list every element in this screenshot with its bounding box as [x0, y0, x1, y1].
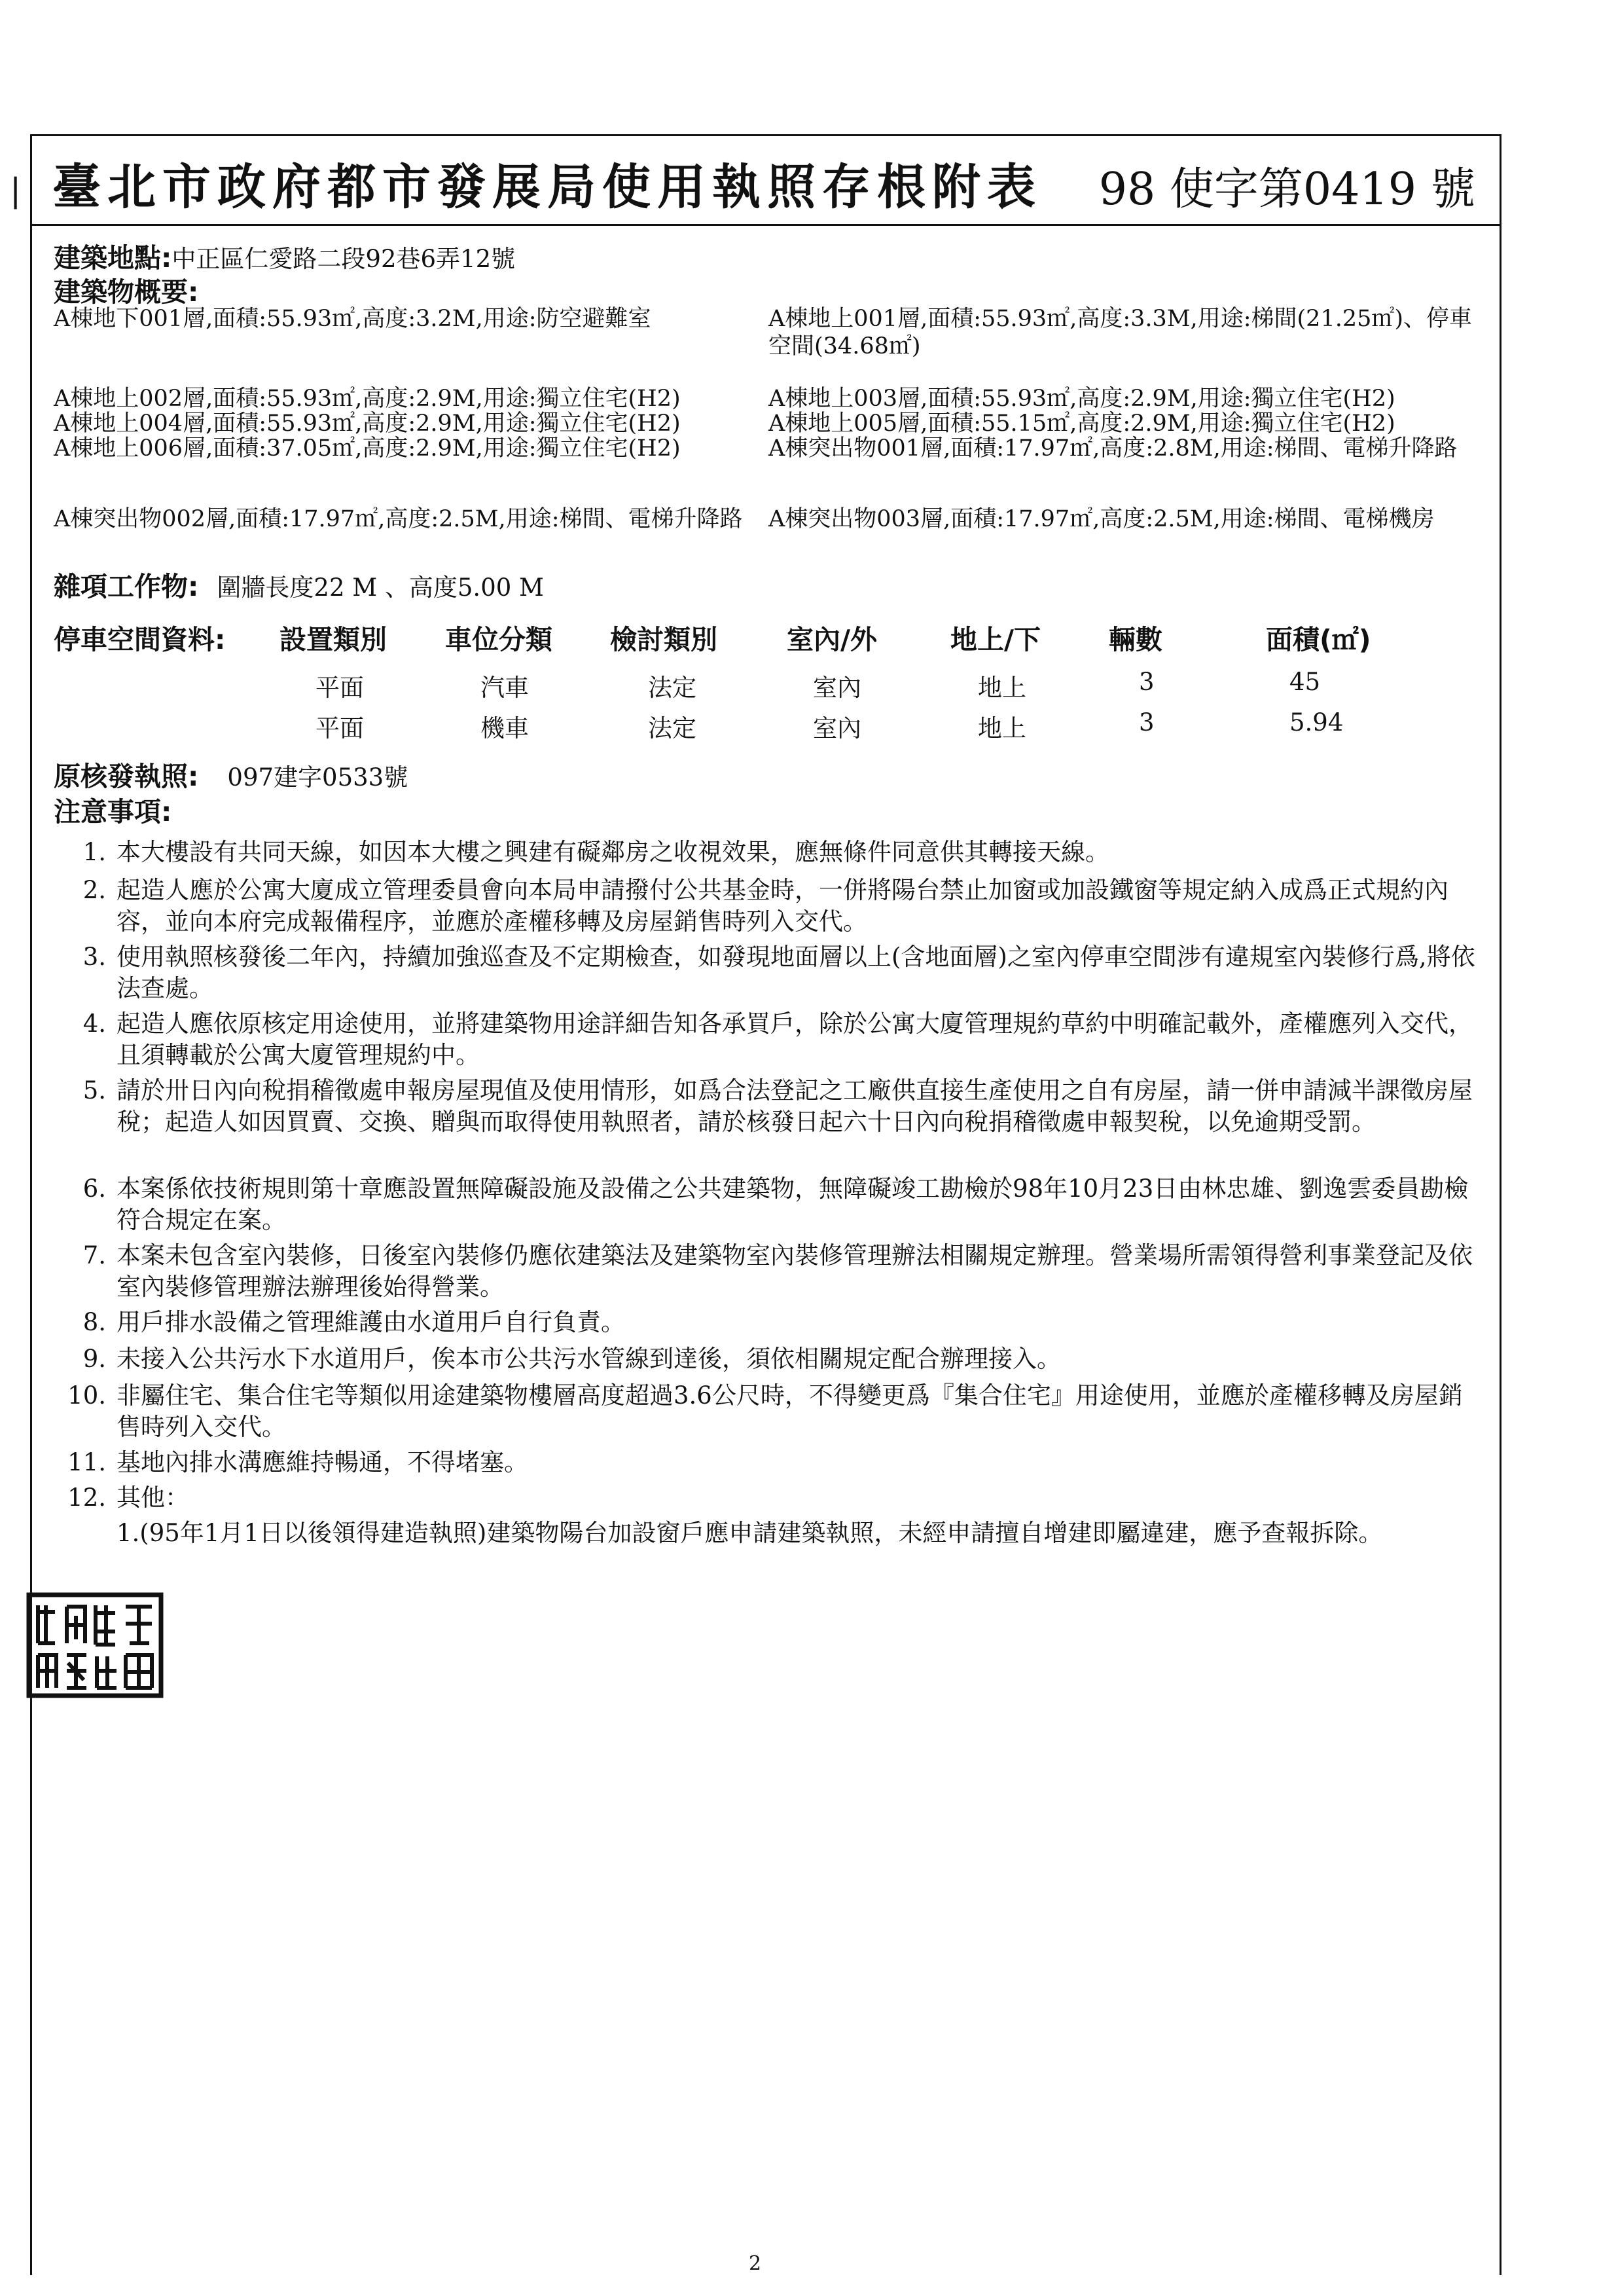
note-text: 其他： [117, 1484, 189, 1512]
floor-2f: A棟地上002層,面積:55.93㎡,高度:2.9M,用途:獨立住宅(H2) [54, 386, 681, 412]
floor-r1: A棟突出物001層,面積:17.97㎡,高度:2.8M,用途:梯間、電梯升降路 [768, 435, 1458, 462]
note-number: 2. [82, 876, 106, 904]
parking-header-indoor: 室內/外 [787, 624, 877, 655]
site-value: 中正區仁愛路二段92巷6弄12號 [171, 245, 516, 273]
parking-cell: 機車 [480, 714, 529, 742]
parking-cell: 汽車 [480, 674, 529, 702]
parking-cell: 平面 [315, 714, 364, 742]
seal-graphic [26, 1592, 164, 1698]
parking-cell: 地上 [978, 674, 1026, 702]
misc-line [54, 572, 544, 602]
note-text: 本案係依技術規則第十章應設置無障礙設施及設備之公共建築物，無障礙竣工勘檢於98年10月23日由林忠雄、劉逸雲委員勘檢符合規定在案。 [117, 1175, 1469, 1234]
parking-cell: 5.94 [1289, 708, 1344, 737]
floor-3f: A棟地上003層,面積:55.93㎡,高度:2.9M,用途:獨立住宅(H2) [768, 386, 1395, 412]
note-text: 非屬住宅、集合住宅等類似用途建築物樓層高度超過3.6公尺時，不得變更爲『集合住宅』用途使用，並應於產權移轉及房屋銷售時列入交代。 [117, 1381, 1463, 1441]
parking-cell: 45 [1289, 668, 1321, 696]
misc-label: 雜項工作物: [54, 571, 199, 602]
parking-header-review: 檢討類別 [610, 624, 717, 655]
parking-cell: 地上 [978, 714, 1026, 742]
binding-mark: ▏ [14, 177, 36, 209]
parking-cell: 室內 [813, 714, 861, 742]
note-text: 請於卅日內向稅捐稽徵處申報房屋現值及使用情形，如爲合法登記之工廠供直接生產使用之自有房屋，請一併申請減半課徵房屋稅；起造人如因買賣、交換、贈與而取得使用執照者，請於核發日起六十日內向稅捐稽徵處申報契稅，以免逾期受罰。 [117, 1076, 1473, 1136]
parking-cell: 法定 [648, 674, 696, 702]
notes-label: 注意事項: [54, 796, 172, 828]
parking-cell: 室內 [813, 674, 861, 702]
notes-heading [54, 797, 171, 828]
overview-label: 建築物概要: [54, 276, 199, 308]
site-line [54, 244, 515, 274]
parking-header-type: 設置類別 [279, 624, 387, 655]
parking-cell: 法定 [648, 714, 696, 742]
official-seal [26, 1592, 164, 1698]
note-text: 未接入公共污水下水道用戶，俟本市公共污水管線到達後，須依相關規定配合辦理接入。 [117, 1345, 1061, 1373]
note-number: 4. [82, 1010, 106, 1038]
document-header [30, 134, 1501, 226]
note-number: 8. [82, 1308, 106, 1336]
note-number: 12. [67, 1484, 106, 1512]
parking-header-count: 輛數 [1109, 624, 1162, 655]
floor-r2: A棟突出物002層,面積:17.97㎡,高度:2.5M,用途:梯間、電梯升降路 [54, 506, 743, 532]
note-text: 本案未包含室內裝修，日後室內裝修仍應依建築法及建築物室內裝修管理辦法相關規定辦理。營業場所需領得營利事業登記及依室內裝修管理辦法辦理後始得營業。 [117, 1241, 1473, 1301]
parking-cell: 3 [1139, 668, 1155, 696]
floor-1f: A棟地上001層,面積:55.93㎡,高度:3.3M,用途:梯間(21.25㎡)、停車空間(34.68㎡) [768, 306, 1473, 359]
parking-header-class: 車位分類 [445, 624, 552, 655]
misc-value: 圍牆長度22 M 、高度5.00 M [217, 574, 544, 602]
parking-label: 停車空間資料: [54, 624, 226, 655]
note-text: 起造人應於公寓大廈成立管理委員會向本局申請撥付公共基金時，一併將陽台禁止加窗或加設鐵窗等規定納入成爲正式規約內容，並向本府完成報備程序，並應於產權移轉及房屋銷售時列入交代。 [117, 876, 1448, 936]
document-title: 臺北市政府都市發展局使用執照存根附表 [52, 159, 1042, 215]
floor-6f: A棟地上006層,面積:37.05㎡,高度:2.9M,用途:獨立住宅(H2) [54, 435, 681, 462]
page-number: 2 [749, 2252, 762, 2275]
overview-heading [54, 278, 198, 308]
original-permit-line [54, 762, 408, 792]
note-text: 本大樓設有共同天線，如因本大樓之興建有礙鄰房之收視效果，應無條件同意供其轉接天線。 [117, 838, 1109, 866]
parking-header-level: 地上/下 [950, 624, 1041, 655]
original-permit-value: 097建字0533號 [227, 763, 408, 792]
note-number: 7. [82, 1241, 106, 1269]
floor-4f: A棟地上004層,面積:55.93㎡,高度:2.9M,用途:獨立住宅(H2) [54, 410, 681, 437]
note-number: 6. [82, 1175, 106, 1203]
note-number: 5. [82, 1076, 106, 1104]
permit-suffix: 號 [1430, 164, 1475, 215]
note-text: 用戶排水設備之管理維護由水道用戶自行負責。 [117, 1308, 625, 1336]
note-number: 3. [82, 943, 106, 971]
note-number: 11. [67, 1448, 106, 1476]
note-text: 使用執照核發後二年內，持續加強巡查及不定期檢查，如發現地面層以上(含地面層)之室內停車空間涉有違規室內裝修行爲,將依法查處。 [117, 943, 1475, 1002]
original-permit-label: 原核發執照: [54, 761, 199, 792]
note-number: 9. [82, 1345, 106, 1373]
site-label: 建築地點: [54, 242, 172, 274]
permit-number [1099, 154, 1475, 217]
floor-r3: A棟突出物003層,面積:17.97㎡,高度:2.5M,用途:梯間、電梯機房 [768, 506, 1435, 532]
parking-header-area: 面積(㎡) [1266, 624, 1371, 655]
parking-cell: 平面 [315, 674, 364, 702]
permit-number-value: 0419 [1303, 164, 1416, 215]
floor-5f: A棟地上005層,面積:55.15㎡,高度:2.9M,用途:獨立住宅(H2) [768, 410, 1395, 437]
note-text: 起造人應依原核定用途使用，並將建築物用途詳細告知各承買戶，除於公寓大廈管理規約草約中明確記載外，產權應列入交代，且須轉載於公寓大廈管理規約中。 [117, 1010, 1473, 1069]
floor-b1: A棟地下001層,面積:55.93㎡,高度:3.2M,用途:防空避難室 [54, 306, 651, 332]
note-text: 基地內排水溝應維持暢通，不得堵塞。 [117, 1448, 528, 1476]
parking-cell: 3 [1139, 708, 1155, 737]
note-number: 10. [67, 1381, 106, 1410]
note-number: 1. [82, 838, 106, 866]
note-other-text: 1.(95年1月1日以後領得建造執照)建築物陽台加設窗戶應申請建築執照，未經申請擅自增建即屬違建，應予查報拆除。 [117, 1519, 1383, 1547]
permit-prefix: 98 使字第 [1098, 164, 1303, 215]
